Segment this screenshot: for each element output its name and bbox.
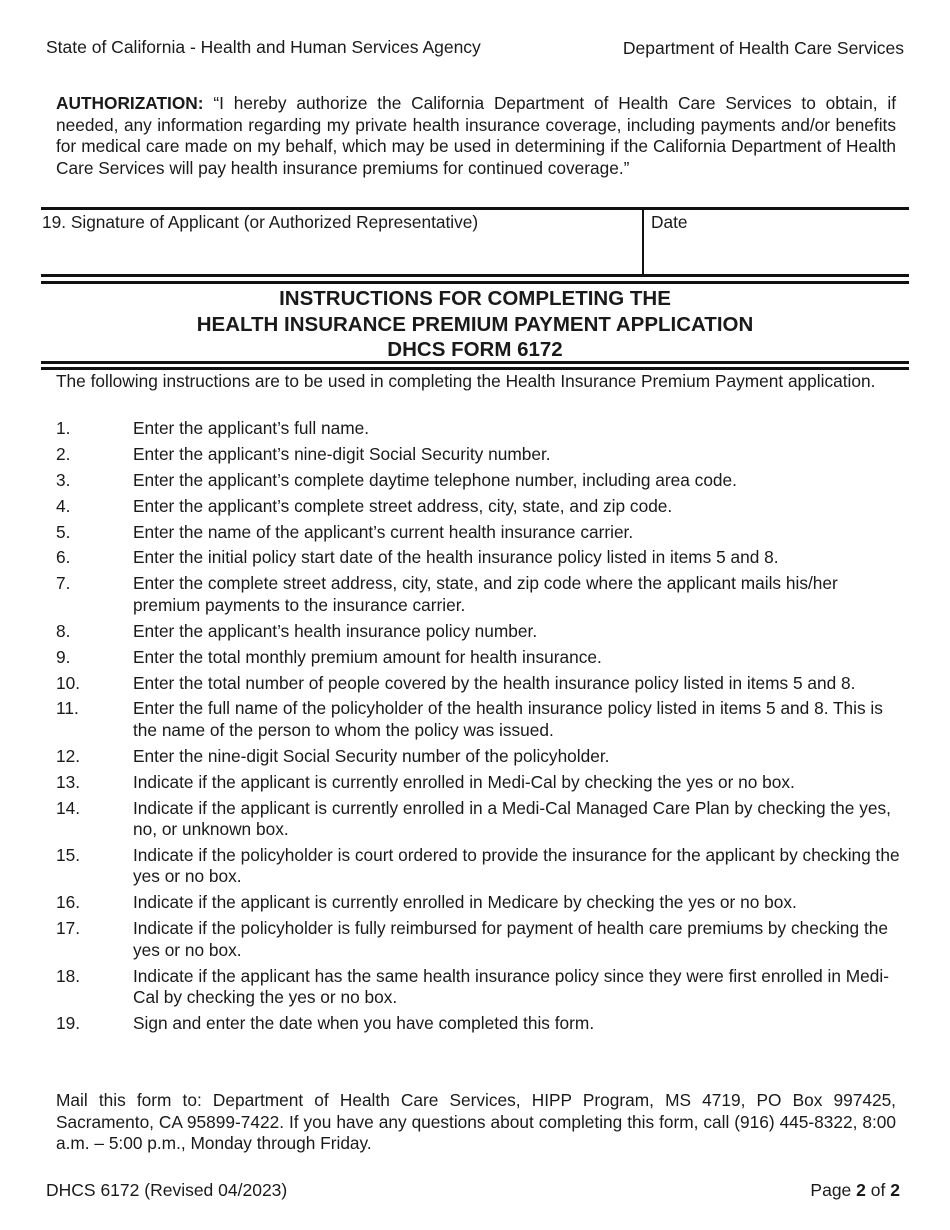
title-bottom-rule-2 [41,367,909,370]
instruction-text: Enter the applicant’s health insurance policy number. [133,620,538,641]
instruction-number: 18. [56,965,81,986]
instruction-item [56,798,906,841]
title-line-2: HEALTH INSURANCE PREMIUM PAYMENT APPLICATION [196,312,754,336]
authorization-text: “I hereby authorize the California Department of Health Care Services to obtain, if needed, any information regarding my private health insurance coverage, including payments and/or benefits for medical care made on my behalf, which may be used in determining if the California Department of Health Care Services will pay health insurance premiums for continued coverage.” [56,93,896,178]
instruction-item [56,621,906,643]
page-of: of [870,1180,886,1200]
mailing-instructions: Mail this form to: Department of Health Care Services, HIPP Program, MS 4719, PO Box 997425, Sacramento, CA 95899-7422. If you have any questions about completing this form, call (916) 445-8322, 8:00 a.m. – 5:00 p.m., Monday through Friday. [56,1090,896,1153]
instruction-text: Indicate if the applicant is currently enrolled in Medi-Cal by checking the yes or no box. [133,771,795,792]
instruction-text: Enter the nine-digit Social Security number of the policyholder. [133,745,610,766]
instruction-item [56,547,906,569]
instruction-item [56,573,906,616]
title-line-1: INSTRUCTIONS FOR COMPLETING THE [279,287,671,310]
instruction-item [56,966,906,1009]
instruction-number: 10. [56,672,81,693]
signature-divider [642,210,644,274]
instruction-text: Indicate if the policyholder is court ordered to provide the insurance for the applicant by checking the yes or no box. [133,844,900,887]
authorization-statement [56,93,896,179]
instruction-number: 17. [56,918,81,939]
instruction-number: 8. [56,620,71,641]
instruction-number: 2. [56,443,71,464]
instruction-text: Enter the complete street address, city, state, and zip code where the applicant mails his/her premium payments to the insurance carrier. [133,573,838,615]
instruction-text: Enter the total number of people covered by the health insurance policy listed in items 5 and 8. [133,672,856,693]
instruction-number: 14. [56,797,81,818]
signature-field-label: 19. Signature of Applicant (or Authorized Representative) [42,212,479,232]
instruction-number: 16. [56,892,81,913]
title-line-3: DHCS FORM 6172 [387,338,563,361]
instruction-text: Indicate if the policyholder is fully reimbursed for payment of health care premiums by checking the yes or no box. [133,918,888,960]
instruction-text: Indicate if the applicant is currently enrolled in Medicare by checking the yes or no box. [133,892,797,913]
instruction-text: Enter the applicant’s full name. [133,418,369,438]
department-header: Department of Health Care Services [622,38,904,58]
instruction-item [56,647,906,669]
date-field-label: Date [651,212,688,232]
instruction-number: 12. [56,745,81,766]
page-number [810,1180,900,1201]
instruction-item [56,918,906,961]
instruction-number: 1. [56,418,71,438]
instruction-number: 19. [56,1013,81,1034]
agency-header: State of California - Health and Human Services Agency [46,37,481,57]
instruction-item [56,522,906,544]
instruction-text: Indicate if the applicant is currently enrolled in a Medi-Cal Managed Care Plan by checking the yes, no, or unknown box. [133,797,891,840]
instruction-number: 13. [56,771,81,792]
instruction-number: 6. [56,547,71,568]
title-bottom-rule-1 [41,361,909,364]
instruction-number: 15. [56,844,81,865]
page-current: 2 [856,1180,866,1200]
instruction-item [56,845,906,888]
instruction-text: Enter the total monthly premium amount for health insurance. [133,646,602,667]
instruction-item [56,1013,906,1035]
instruction-text: Enter the applicant’s complete daytime telephone number, including area code. [133,469,737,490]
instruction-item [56,444,906,466]
instruction-text: Enter the full name of the policyholder of the health insurance policy listed in items 5 and 8. This is the name of the person to whom the policy was issued. [133,698,883,740]
instructions-intro: The following instructions are to be used in completing the Health Insurance Premium Payment application. [56,371,876,391]
instruction-item [56,470,906,492]
instruction-number: 4. [56,495,71,516]
instruction-item [56,496,906,518]
instruction-text: Sign and enter the date when you have completed this form. [133,1013,595,1034]
authorization-label: AUTHORIZATION: [56,93,204,113]
page-total: 2 [890,1180,900,1200]
instruction-item [56,772,906,794]
page-prefix: Page [810,1180,852,1200]
instruction-item [56,746,906,768]
instruction-text: Indicate if the applicant has the same health insurance policy since they were first enrolled in Medi-Cal by checking the yes or no box. [133,965,889,1008]
instruction-item [56,673,906,695]
instruction-number: 9. [56,646,71,667]
title-top-rule [41,281,909,284]
instruction-text: Enter the applicant’s complete street address, city, state, and zip code. [133,495,673,516]
instructions-list [56,418,906,1039]
instruction-text: Enter the name of the applicant’s current health insurance carrier. [133,521,634,542]
instruction-item [56,892,906,914]
form-revision: DHCS 6172 (Revised 04/2023) [46,1180,288,1200]
instruction-number: 3. [56,469,71,490]
instruction-number: 11. [56,698,79,719]
instruction-number: 7. [56,573,71,594]
instruction-text: Enter the applicant’s nine-digit Social Security number. [133,443,551,464]
instruction-item [56,698,906,741]
instructions-title [41,286,909,363]
instruction-item [56,418,906,440]
instruction-number: 5. [56,521,71,542]
instruction-text: Enter the initial policy start date of the health insurance policy listed in items 5 and 8. [133,547,779,568]
